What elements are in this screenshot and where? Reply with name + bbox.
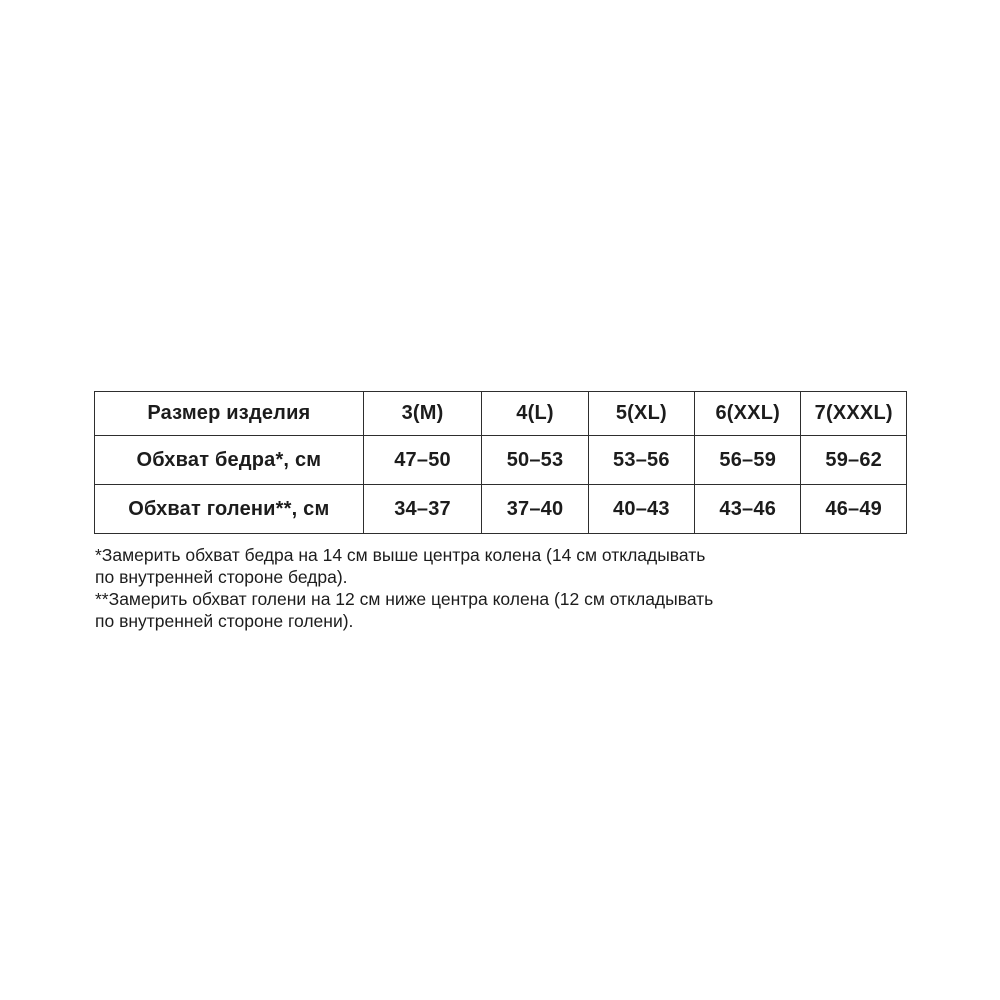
- footnote-hip-line-2: по внутренней стороне бедра).: [95, 567, 348, 587]
- footnotes-block: [95, 544, 713, 632]
- size-chart-table: [94, 391, 907, 534]
- hip-value-l: 50–53: [482, 436, 588, 485]
- header-cell-size-xxxl: 7(XXXL): [801, 392, 907, 436]
- hip-value-xxl: 56–59: [695, 436, 801, 485]
- hip-value-xxxl: 59–62: [801, 436, 907, 485]
- shin-value-xl: 40–43: [588, 485, 694, 534]
- footnote-hip-line-1: *Замерить обхват бедра на 14 см выше центра колена (14 см откладывать: [95, 545, 706, 565]
- header-cell-size-label: Размер изделия: [95, 392, 364, 436]
- footnote-shin-line-1: **Замерить обхват голени на 12 см ниже центра колена (12 см откладывать: [95, 589, 714, 609]
- shin-value-xxl: 43–46: [695, 485, 801, 534]
- header-cell-size-xl: 5(XL): [588, 392, 694, 436]
- table-row-shin: [95, 485, 907, 534]
- row-label-hip: Обхват бедра*, см: [95, 436, 364, 485]
- header-cell-size-xxl: 6(XXL): [695, 392, 801, 436]
- footnote-hip: [95, 544, 713, 588]
- header-cell-size-m: 3(M): [363, 392, 482, 436]
- header-cell-size-l: 4(L): [482, 392, 588, 436]
- hip-value-xl: 53–56: [588, 436, 694, 485]
- footnote-shin: [95, 588, 713, 632]
- table-row-hip: [95, 436, 907, 485]
- row-label-shin: Обхват голени**, см: [95, 485, 364, 534]
- shin-value-xxxl: 46–49: [801, 485, 907, 534]
- shin-value-l: 37–40: [482, 485, 588, 534]
- hip-value-m: 47–50: [363, 436, 482, 485]
- table-header-row: [95, 392, 907, 436]
- shin-value-m: 34–37: [363, 485, 482, 534]
- footnote-shin-line-2: по внутренней стороне голени).: [95, 611, 354, 631]
